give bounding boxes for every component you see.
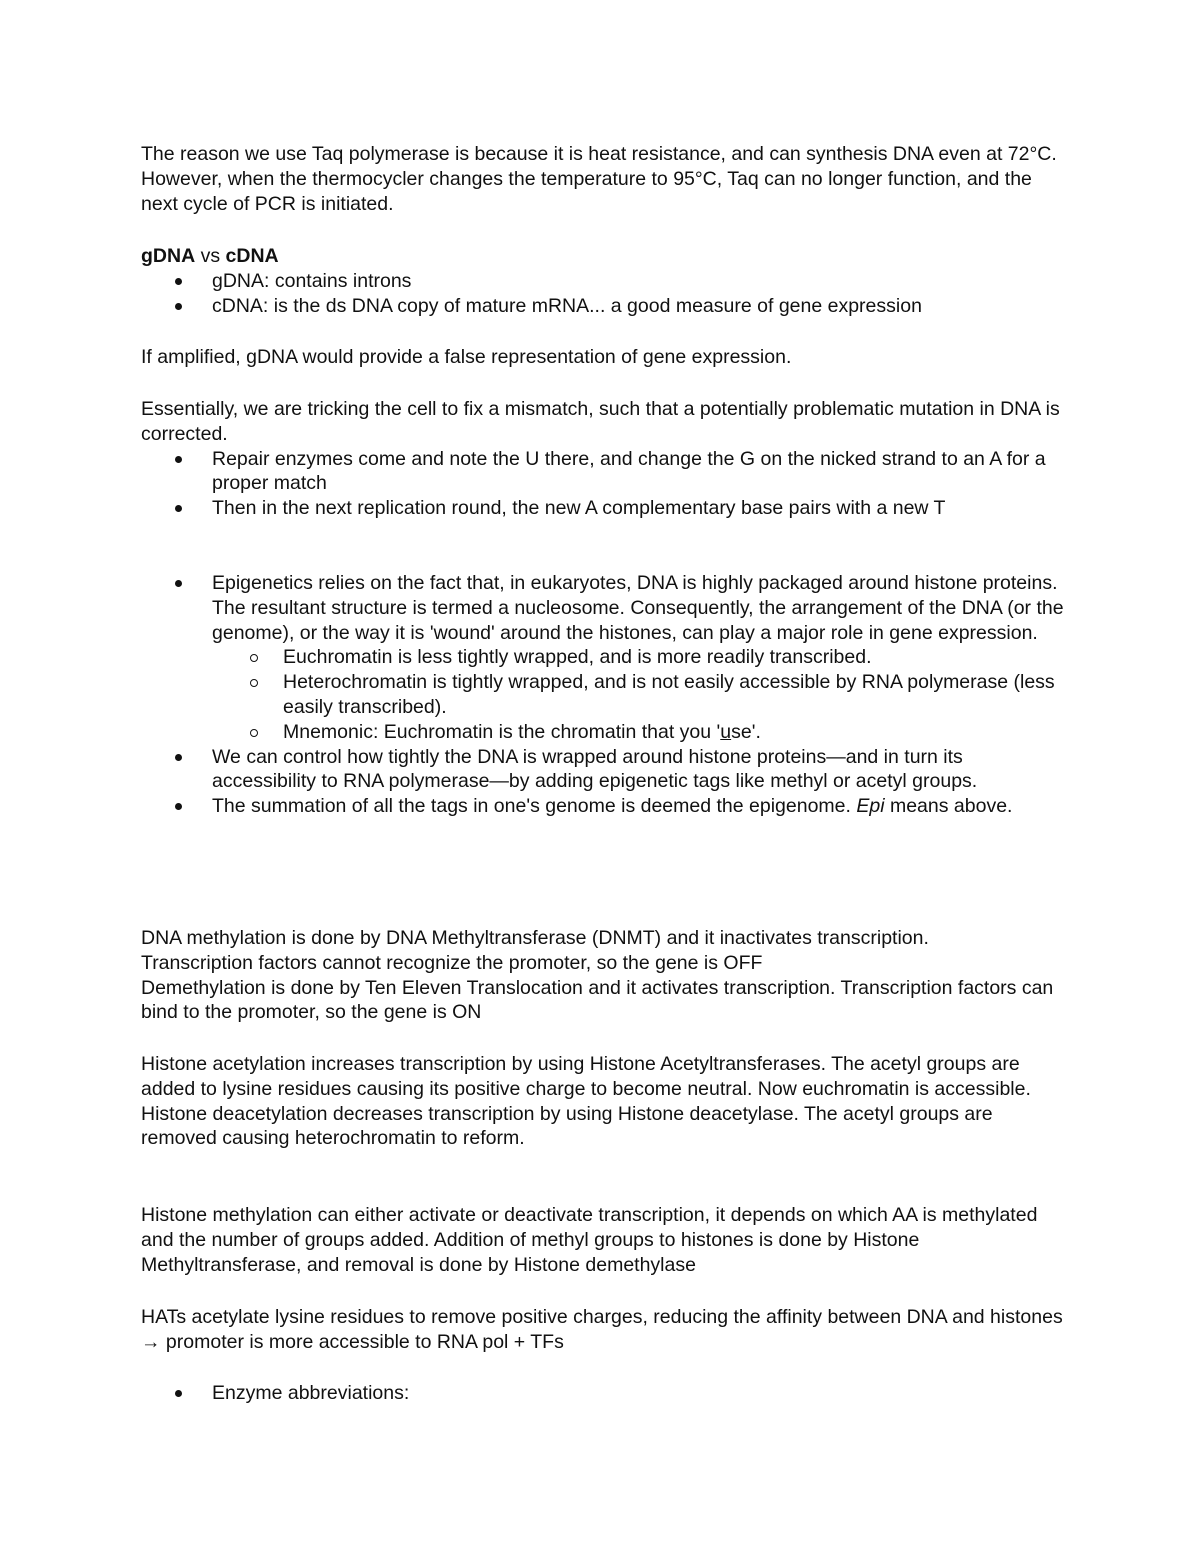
heading-vs: vs	[195, 245, 226, 267]
mismatch-section	[141, 397, 1071, 521]
bullet-icon	[175, 1390, 182, 1397]
histone-methylation-paragraph: Histone methylation can either activate or deactivate transcription, it depends on which AA is methylated and the number of groups added. Addition of methyl groups to histones is done by Histone Methyltransferase, and removal is done by Histone demethylase	[141, 1204, 1038, 1276]
list-item: Repair enzymes come and note the U there, and change the G on the nicked strand to an A for a proper match	[141, 447, 1071, 497]
bullet-icon	[175, 580, 182, 587]
taq-paragraph: The reason we use Taq polymerase is because it is heat resistance, and can synthesis DNA even at 72°C. However, when the thermocycler changes the temperature to 95°C, Taq can no longer function, and the next cycle of PCR is initiated.	[141, 143, 1057, 215]
bullet-icon	[175, 278, 182, 285]
sub-list-item: Euchromatin is less tightly wrapped, and is more readily transcribed.	[141, 645, 1071, 670]
mismatch-bullet-list	[141, 447, 1071, 521]
list-item: Epigenetics relies on the fact that, in eukaryotes, DNA is highly packaged around histone proteins. The resultant structure is termed a nucleosome. Consequently, the arrangement of the DNA (or the genome), or the way it is 'wound' around the histones, can play a major role in gene expression.	[141, 571, 1071, 645]
text-line: Transcription factors cannot recognize the promoter, so the gene is OFF	[141, 951, 763, 974]
bullet-icon	[175, 303, 182, 310]
epigenetics-bullet-list	[141, 571, 1071, 819]
bullet-icon	[175, 754, 182, 761]
text-line: Histone deacetylation decreases transcription by using Histone deacetylase. The acetyl groups are removed causing heterochromatin to reform.	[141, 1102, 993, 1150]
mismatch-paragraph: Essentially, we are tricking the cell to fix a mismatch, such that a potentially problematic mutation in DNA is corrected.	[141, 398, 1060, 445]
circle-bullet-icon	[250, 729, 258, 737]
list-item: Enzyme abbreviations:	[141, 1381, 1071, 1406]
sub-list-item: Heterochromatin is tightly wrapped, and is not easily accessible by RNA polymerase (less easily transcribed).	[141, 670, 1071, 720]
text-line: Demethylation is done by Ten Eleven Translocation and it activates transcription. Transcription factors can bind to the promoter, so the gene is ON	[141, 976, 1054, 1024]
sub-list-item: Mnemonic: Euchromatin is the chromatin that you 'use'.	[141, 720, 1071, 745]
bullet-icon	[175, 505, 182, 512]
enzyme-bullet-list	[141, 1381, 1071, 1406]
list-item: cDNA: is the ds DNA copy of mature mRNA... a good measure of gene expression	[141, 294, 1071, 319]
dna-methylation-section	[141, 926, 1071, 1025]
bullet-icon	[175, 803, 182, 810]
gdna-vs-cdna-section	[141, 244, 1071, 318]
hats-paragraph: HATs acetylate lysine residues to remove positive charges, reducing the affinity between DNA and histones → promoter is more accessible to RNA pol + TFs	[141, 1306, 1063, 1353]
list-item: Then in the next replication round, the new A complementary base pairs with a new T	[141, 496, 1071, 521]
list-item: gDNA: contains introns	[141, 269, 1071, 294]
circle-bullet-icon	[250, 654, 258, 662]
heading-gdna: gDNA	[141, 245, 196, 267]
text-line: Histone acetylation increases transcription by using Histone Acetyltransferases. The acetyl groups are added to lysine residues causing its positive charge to become neutral. Now euchromatin is accessible.	[141, 1053, 1031, 1100]
list-item: We can control how tightly the DNA is wrapped around histone proteins—and in turn its accessibility to RNA polymerase—by adding epigenetic tags like methyl or acetyl groups.	[141, 745, 1071, 795]
bullet-icon	[175, 456, 182, 463]
list-item: The summation of all the tags in one's genome is deemed the epigenome. Epi means above.	[141, 794, 1071, 819]
amplified-paragraph: If amplified, gDNA would provide a false representation of gene expression.	[141, 346, 792, 368]
heading-cdna: cDNA	[225, 245, 279, 267]
text-line: DNA methylation is done by DNA Methyltransferase (DNMT) and it inactivates transcription.	[141, 927, 929, 949]
histone-acetylation-section	[141, 1052, 1071, 1151]
section-heading	[141, 244, 1071, 269]
gdna-bullet-list	[141, 269, 1071, 319]
circle-bullet-icon	[250, 679, 258, 687]
